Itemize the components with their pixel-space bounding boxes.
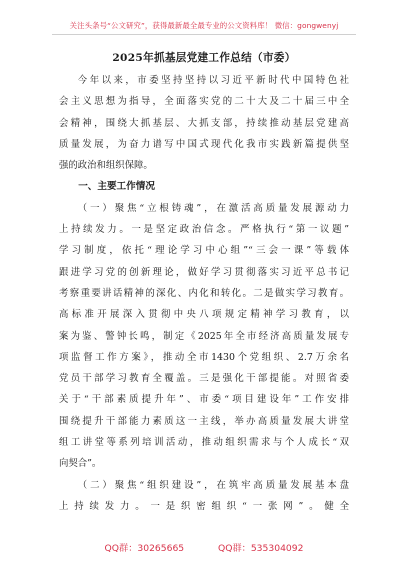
document-title: 2025年抓基层党建工作总结（市委） (112, 52, 296, 64)
body-text-line: 向契合”。 (59, 458, 102, 470)
body-text-line: 上持续发力。一是织密组织“一张网”。健全 (59, 500, 349, 512)
footer-qq-group-2: QQ群：535304092 (218, 543, 304, 554)
body-text-line: 党员干部学习教育全覆盖。三是强化干部提能。对照省委 (59, 373, 349, 385)
body-text-line: 案为鉴、警钟长鸣，制定《2025年全市经济高质量发展专 (59, 330, 349, 342)
body-text-line: 高标准开展深入贯彻中央八项规定精神学习教育，以 (59, 309, 349, 321)
body-text-line: 项监督工作方案》，推动全市1430个党组织、2.7万余名 (59, 351, 349, 363)
body-text-line: （一）聚焦“立根铸魂”，在激活高质量发展源动力 (77, 202, 349, 214)
body-text-line: 关于“干部素质提升年”、市委“项目建设年”工作安排 (59, 394, 349, 406)
footer-qq-group-1: QQ群：30265665 (104, 543, 185, 554)
body-text-line: 学习制度，依托“理论学习中心组”“三会一课”等载体 (59, 245, 349, 257)
body-text-line: 质量发展，为奋力谱写中国式现代化我市实践新篇提供坚 (59, 138, 349, 150)
section-heading: 一、主要工作情况 (78, 181, 155, 193)
body-text-line: 组工讲堂等系列培训活动，推动组织需求与个人成长“双 (59, 437, 349, 449)
body-text-line: 会主义思想为指导，全面落实党的二十大及二十届三中全 (59, 96, 349, 108)
header-divider (52, 34, 356, 35)
body-text-line: 会精神，围绕大抓基层、大抓支部，持续推动基层党建高 (59, 117, 349, 129)
body-text-line: 强的政治和组织保障。 (59, 160, 153, 172)
document-body (59, 70, 349, 517)
body-text-line: 考察重要讲话精神的深化、内化和转化。二是做实学习教育。 (59, 287, 349, 299)
header-banner: 关注头条号“公文研究”，获得最新最全最专业的公文资料库！ 微信：gongwenyj (69, 21, 339, 30)
body-text-line: 围绕提升干部能力素质这一主线，举办高质量发展大讲堂 (59, 415, 349, 427)
footer (0, 540, 408, 554)
body-text-line: 今年以来，市委坚持坚持以习近平新时代中国特色社 (77, 75, 349, 86)
body-text-line: 跟进学习党的创新理论，做好学习贯彻落实习近平总书记 (59, 266, 349, 278)
body-text-line: 上持续发力。一是坚定政治信念。严格执行“第一议题” (59, 224, 349, 236)
body-text-line: （二）聚焦“组织建设”，在筑牢高质量发展基本盘 (77, 479, 349, 491)
